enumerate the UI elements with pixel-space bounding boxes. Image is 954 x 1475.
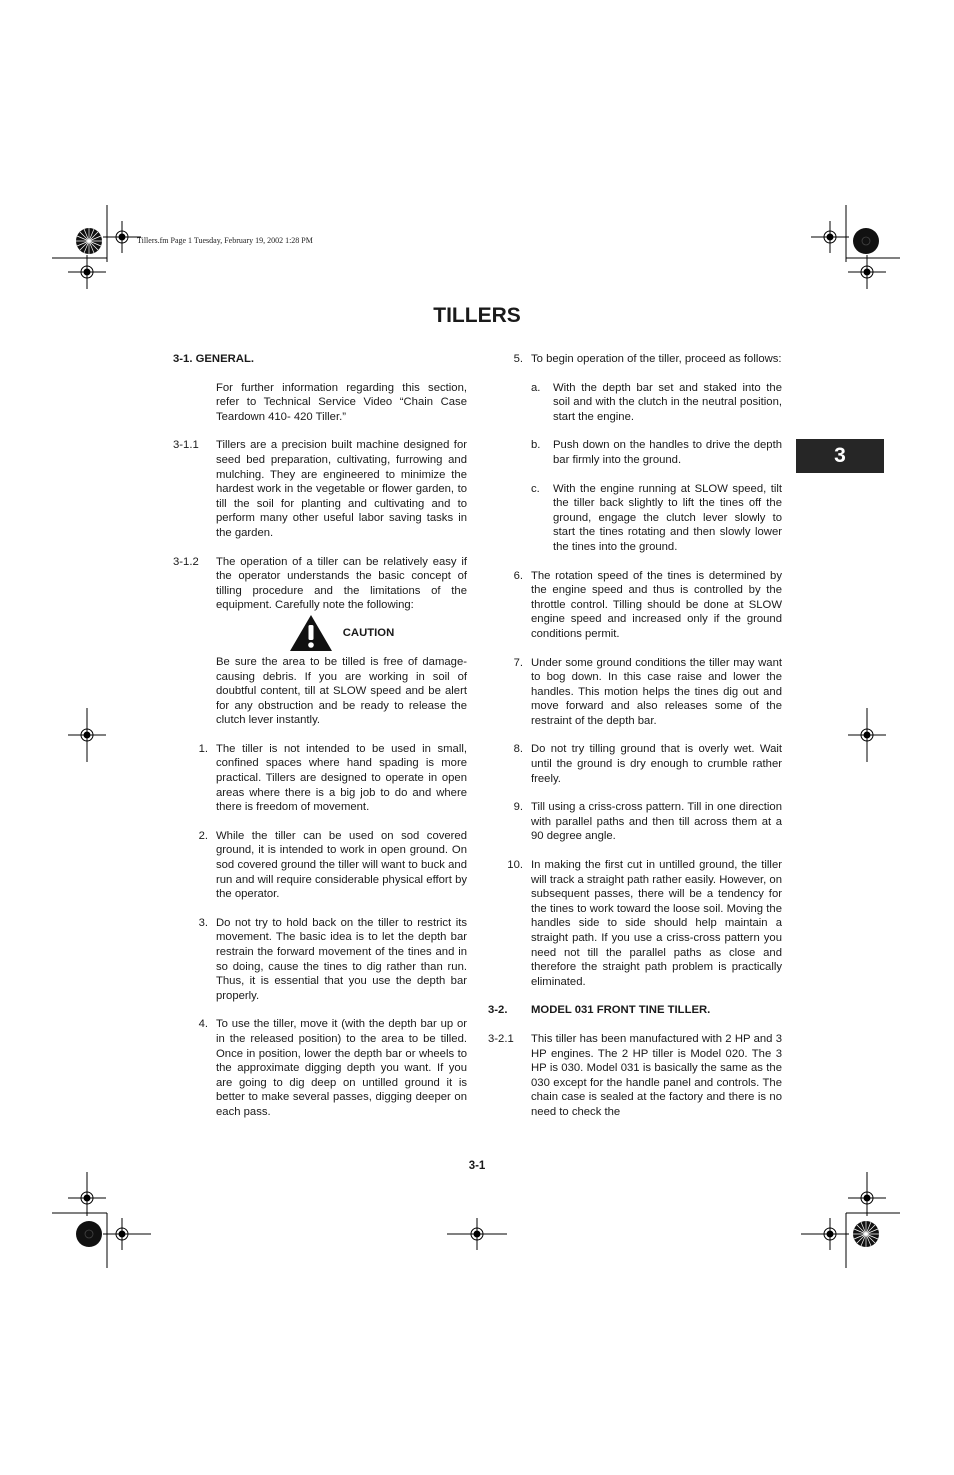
list-item: 2. While the tiller can be used on sod covered ground, it is intended to work in open ground. On sod covered ground the tiller will want to buck and run and will require considerable physical effort by the operator. (198, 829, 467, 901)
crosshair-icon (801, 1218, 849, 1250)
star-target-icon (852, 1220, 880, 1248)
registration-dot-icon (852, 227, 880, 255)
list-item: 3. Do not try to hold back on the tiller to restrict its movement. The basic idea is to let the depth bar restrain the forward movement of the tines and in so doing, cause the tines to dig rather than run. Thus, it is essential that you use the depth bar properly. (198, 916, 467, 1002)
section-intro: For further information regarding this section, refer to Technical Service Video “Chain Case Teardown 410- 420 Tiller.” (216, 381, 467, 423)
paragraph-3-2-1: 3-2.1 This tiller has been manufactured with 2 HP and 3 HP engines. The 2 HP tiller is Model 020. The 3 HP is 030. Model 031 is basically the same as the 030 except for the handle panel and controls. The chain case is sealed at the factory and there is no need to check the (488, 1032, 782, 1118)
list-item: 7. Under some ground conditions the tiller may want to bog down. In this case raise and lower the handles. This motion helps the tines dig out and move forward and also releases some of the restraint of the depth bar. (513, 656, 782, 727)
crosshair-icon (848, 708, 886, 762)
crosshair-icon (103, 1218, 151, 1250)
paragraph-3-1-2: 3-1.2 The operation of a tiller can be relatively easy if the operator understands the basic concept of tilling procedure and the limitations of the equipment. Carefully note the following: (173, 555, 467, 612)
crosshair-icon (848, 255, 886, 289)
caution-block (216, 613, 467, 653)
section-heading-3-2: 3-2. MODEL 031 FRONT TINE TILLER. (488, 1004, 711, 1017)
star-target-icon (75, 227, 103, 255)
crosshair-icon (848, 1172, 886, 1216)
warning-triangle-icon (289, 614, 333, 652)
registration-dot-icon (75, 1220, 103, 1248)
caution-text: Be sure the area to be tilled is free of damage-causing debris. If you are working in soil of doubtful content, till at SLOW speed and be alert for any obstruction and be ready to release the clutch lever instantly. (216, 655, 467, 727)
crosshair-icon (811, 221, 849, 253)
page-number: 3-1 (468, 1160, 486, 1172)
sub-list-item: b. Push down on the handles to drive the depth bar firmly into the ground. (531, 439, 782, 466)
list-item: 10. In making the first cut in untilled ground, the tiller will track a straight path rather easily. However, on subsequent passes, there will be a tendency for the tines to work toward the loose soil. Moving the handles side to side should help maintain a straight path. If you use a criss-cross pattern you need not till the parallel paths as close and therefore the straight path problem is practically eliminated. (507, 859, 782, 988)
page-title: TILLERS (433, 304, 521, 327)
left-column (173, 352, 467, 1120)
list-item: 6. The rotation speed of the tines is determined by the engine speed and thus is controlled by the throttle control. Tilling should be done at SLOW engine speed and increased only if the ground conditions permit. (513, 569, 782, 640)
chapter-tab: 3 (796, 439, 884, 473)
crosshair-icon (447, 1218, 507, 1250)
right-column (488, 352, 782, 1120)
file-header-line: Tillers.fm Page 1 Tuesday, February 19, 2002 1:28 PM (137, 236, 313, 245)
section-heading-3-1: 3-1. GENERAL. (173, 353, 254, 365)
crosshair-icon (68, 708, 106, 762)
crosshair-icon (68, 1172, 106, 1216)
sub-list-item: a. With the depth bar set and staked into the soil and with the clutch in the neutral position, start the engine. (531, 381, 782, 423)
crosshair-icon (103, 221, 141, 253)
list-item: 9. Till using a criss-cross pattern. Till in one direction with parallel paths and then till across them at a 90 degree angle. (513, 801, 782, 843)
sub-list-item: c. With the engine running at SLOW speed, tilt the tiller back slightly to lift the tines off the ground, engage the clutch lever slowly to start the tines rotating and then slowly lower the tines into the ground. (531, 482, 782, 553)
paragraph-3-1-1: 3-1.1 Tillers are a precision built machine designed for seed bed preparation, cultivating, furrowing and mulching. They are engineered to minimize the hardest work in the vegetable or flower garden, to till the soil for planting and cultivating and to perform many other useful labor saving tasks in the garden. (173, 439, 467, 539)
list-item: 5. To begin operation of the tiller, proceed as follows: (513, 353, 782, 365)
list-item: 4. To use the tiller, move it (with the depth bar up or in the released position) to the area to be tilled. Once in position, lower the depth bar or wheels to the approximate digging depth you want. If you are going to dig deep on untilled ground it is better to make several passes, digging deeper on each pass. (198, 1018, 467, 1118)
list-item: 1. The tiller is not intended to be used in small, confined spaces where hand spading is more practical. Tillers are designed to operate in open areas where there is a big job to do and where there is freedom of movement. (198, 742, 467, 814)
caution-label: CAUTION (342, 626, 395, 639)
list-item: 8. Do not try tilling ground that is overly wet. Wait until the ground is dry enough to crumble rather freely. (513, 743, 782, 785)
crosshair-icon (68, 255, 106, 289)
